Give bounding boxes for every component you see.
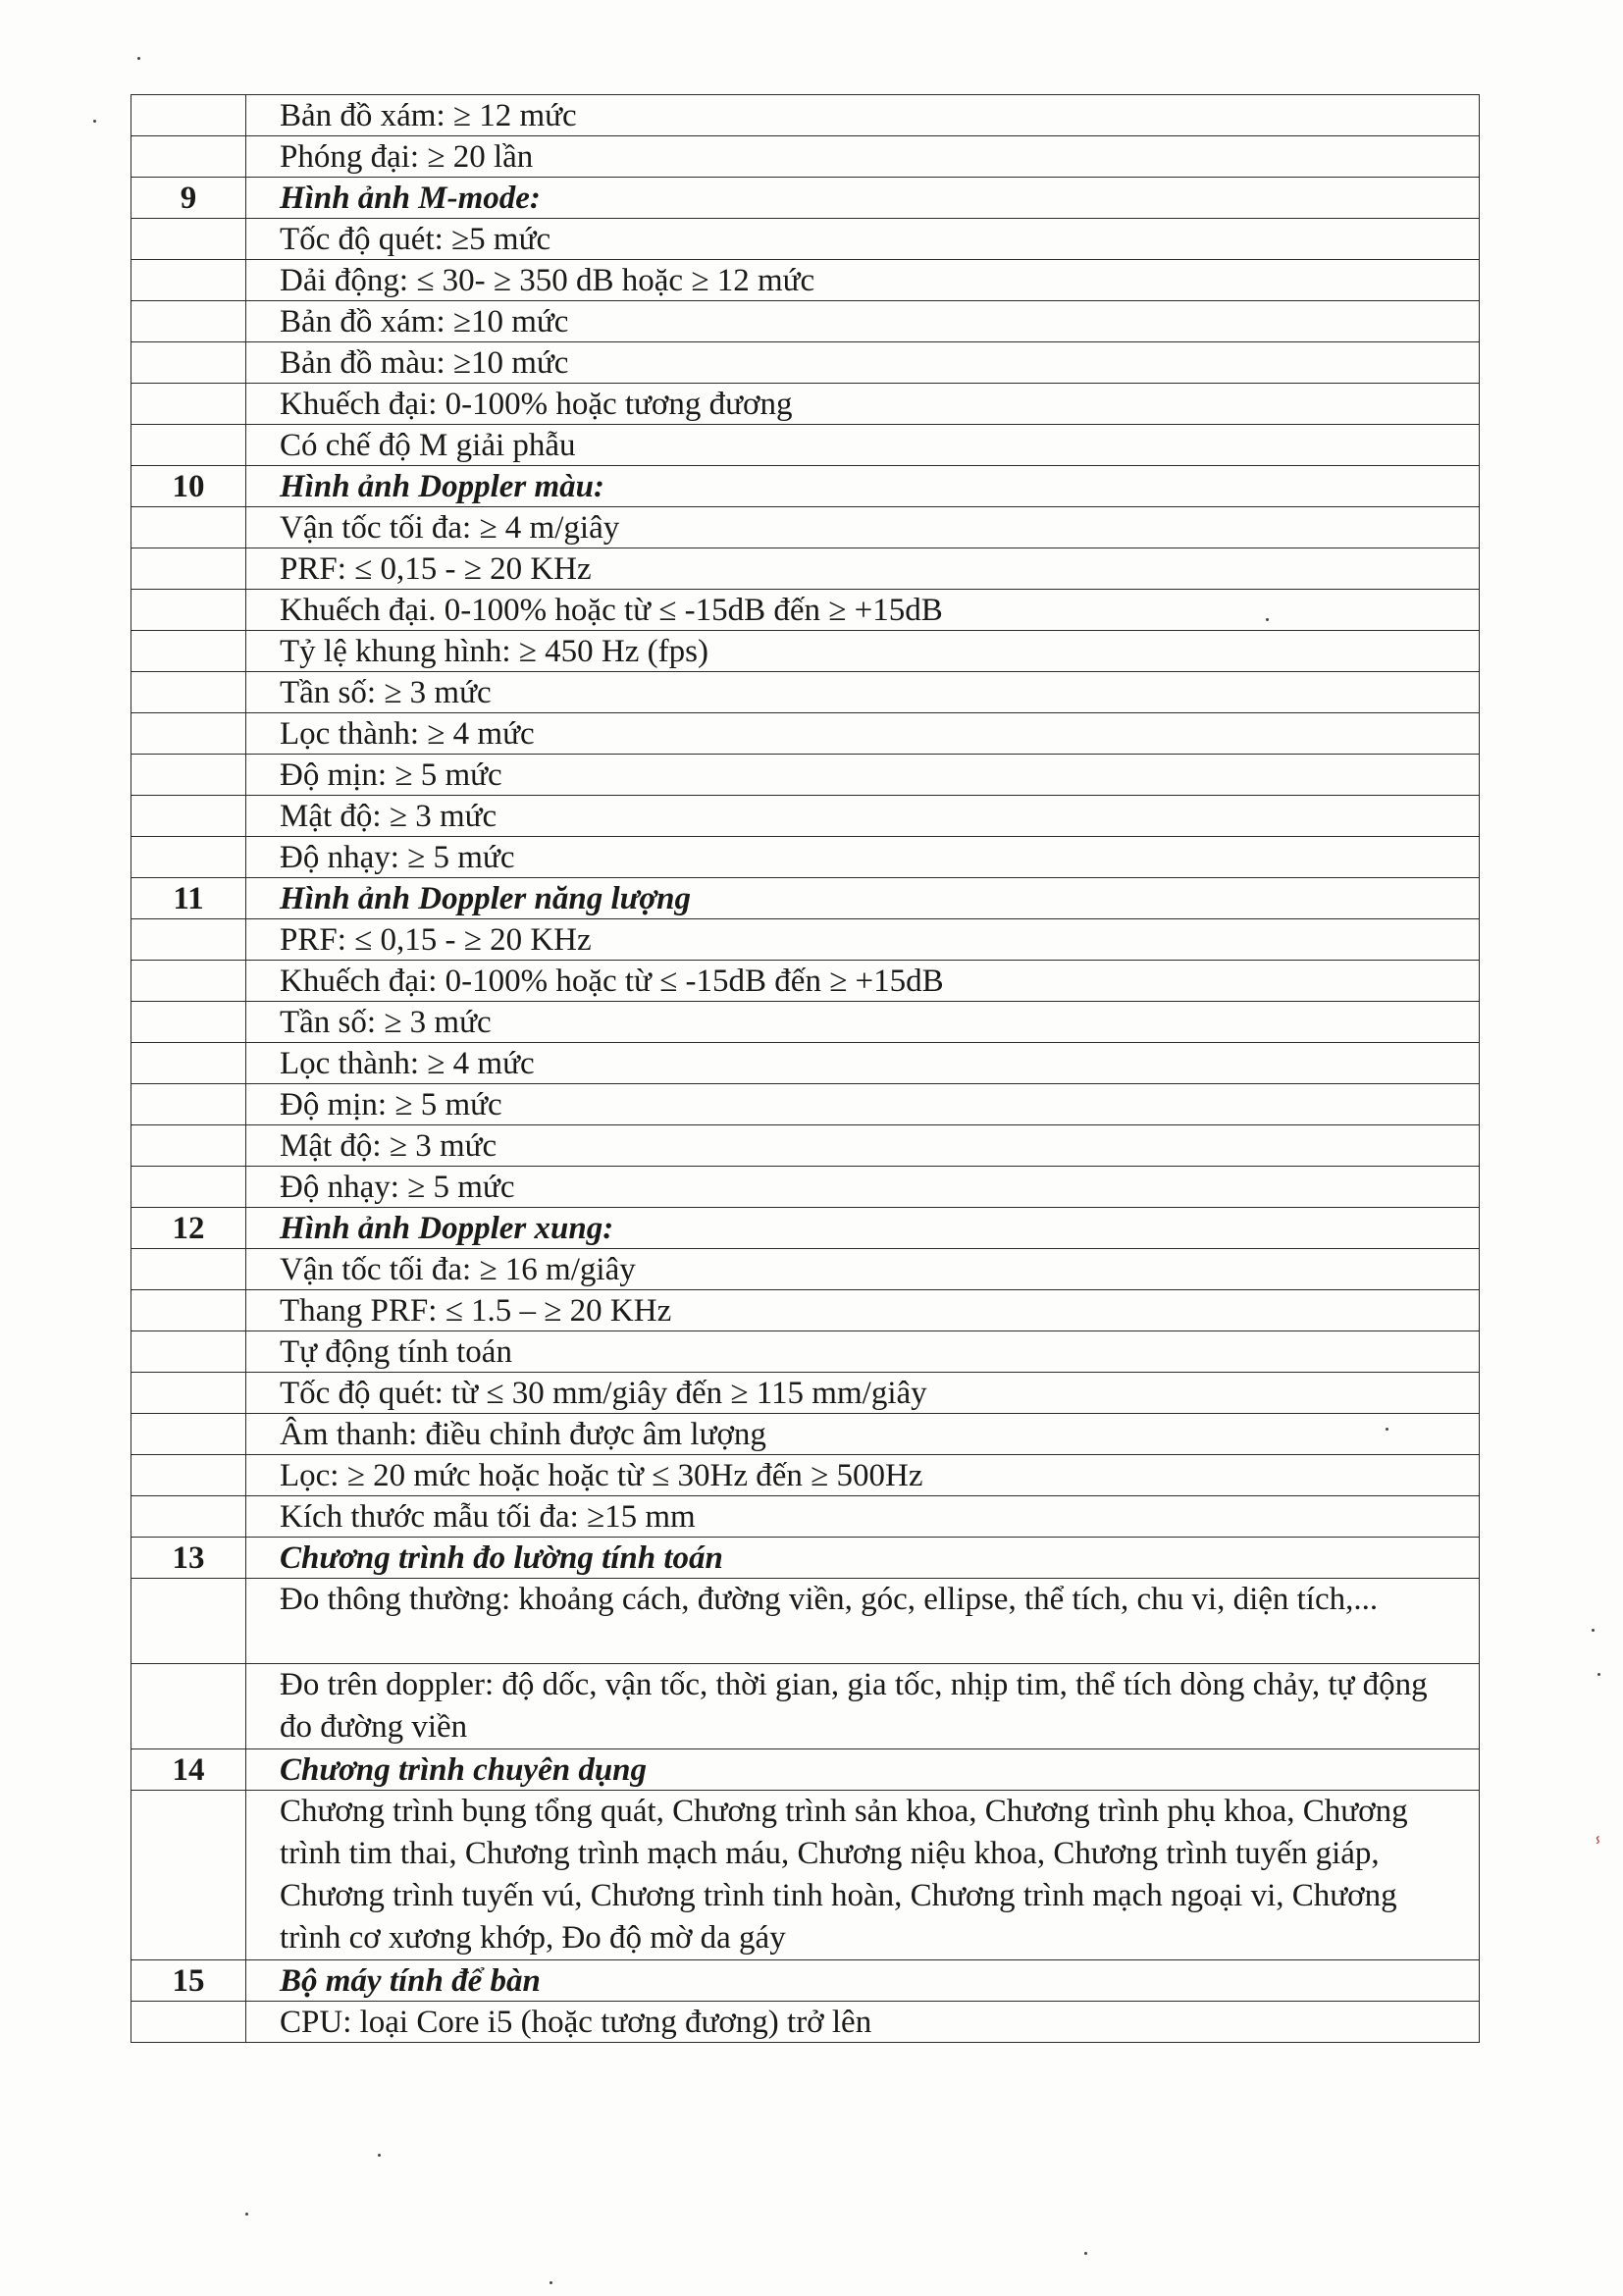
spec-text-cell: Mật độ: ≥ 3 mức — [246, 796, 1480, 837]
spec-text-cell: Kích thước mẫu tối đa: ≥15 mm — [246, 1496, 1480, 1538]
row-number-cell — [131, 1043, 246, 1084]
spec-text-cell: Tần số: ≥ 3 mức — [246, 672, 1480, 713]
spec-text-cell: Khuếch đại: 0-100% hoặc từ ≤ -15dB đến ≥ +15dB — [246, 961, 1480, 1002]
table-row — [131, 1290, 1480, 1331]
spec-text-cell: PRF: ≤ 0,15 - ≥ 20 KHz — [246, 919, 1480, 961]
table-row — [131, 919, 1480, 961]
scan-speck — [137, 57, 140, 60]
scan-speck — [245, 2213, 248, 2216]
spec-text-cell: Chương trình bụng tổng quát, Chương trình sản khoa, Chương trình phụ khoa, Chương trình tim thai, Chương trình mạch máu, Chương niệu khoa, Chương trình tuyến giáp, Chương trình tuyến vú, Chương trình tinh hoàn, Chương trình mạch ngoại vi, Chương trình cơ xương khớp, Đo độ mờ da gáy — [246, 1791, 1480, 1960]
spec-text-cell: Độ nhạy: ≥ 5 mức — [246, 837, 1480, 878]
table-row — [131, 1125, 1480, 1167]
row-number-cell — [131, 1125, 246, 1167]
row-number-cell — [131, 136, 246, 178]
spec-text-cell: Tốc độ quét: từ ≤ 30 mm/giây đến ≥ 115 mm/giây — [246, 1373, 1480, 1414]
table-row — [131, 507, 1480, 548]
table-row — [131, 1455, 1480, 1496]
row-number-cell — [131, 1664, 246, 1749]
spec-text-cell: Phóng đại: ≥ 20 lần — [246, 136, 1480, 178]
row-number-cell — [131, 1084, 246, 1125]
row-number-cell: 11 — [131, 878, 246, 919]
row-number-cell — [131, 1002, 246, 1043]
section-title-cell: Chương trình đo lường tính toán — [246, 1538, 1480, 1579]
table-row — [131, 590, 1480, 631]
section-row — [131, 178, 1480, 219]
row-number-cell — [131, 631, 246, 672]
table-row — [131, 1331, 1480, 1373]
scan-speck — [378, 2154, 381, 2157]
table-row — [131, 1002, 1480, 1043]
row-number-cell — [131, 713, 246, 755]
table-row — [131, 1249, 1480, 1290]
row-number-cell — [131, 1414, 246, 1455]
section-title-cell: Hình ảnh Doppler xung: — [246, 1208, 1480, 1249]
scan-speck — [1084, 2252, 1087, 2255]
table-row — [131, 219, 1480, 260]
row-number-cell — [131, 1496, 246, 1538]
table-row — [131, 1791, 1480, 1960]
spec-text-cell: PRF: ≤ 0,15 - ≥ 20 KHz — [246, 548, 1480, 590]
section-title-cell: Hình ảnh M-mode: — [246, 178, 1480, 219]
spec-text-cell: Tần số: ≥ 3 mức — [246, 1002, 1480, 1043]
row-number-cell — [131, 961, 246, 1002]
row-number-cell: 12 — [131, 1208, 246, 1249]
section-title-cell: Hình ảnh Doppler màu: — [246, 466, 1480, 507]
table-row — [131, 631, 1480, 672]
section-row — [131, 466, 1480, 507]
row-number-cell: 9 — [131, 178, 246, 219]
section-title-cell: Bộ máy tính để bàn — [246, 1960, 1480, 2002]
specification-table-body — [131, 95, 1480, 2043]
row-number-cell: 10 — [131, 466, 246, 507]
table-row — [131, 95, 1480, 136]
spec-text-cell: Độ mịn: ≥ 5 mức — [246, 755, 1480, 796]
table-row — [131, 837, 1480, 878]
row-number-cell — [131, 548, 246, 590]
table-row — [131, 260, 1480, 301]
spec-text-cell: Bản đồ xám: ≥ 12 mức — [246, 95, 1480, 136]
table-row — [131, 1664, 1480, 1749]
spec-text-cell: Mật độ: ≥ 3 mức — [246, 1125, 1480, 1167]
table-row — [131, 1414, 1480, 1455]
scan-speck — [1592, 1629, 1595, 1632]
spec-text-cell: Tỷ lệ khung hình: ≥ 450 Hz (fps) — [246, 631, 1480, 672]
table-row — [131, 672, 1480, 713]
scan-speck — [1597, 1673, 1600, 1676]
spec-text-cell: Đo thông thường: khoảng cách, đường viền, góc, ellipse, thể tích, chu vi, diện tích,... — [246, 1579, 1480, 1664]
table-row — [131, 1496, 1480, 1538]
row-number-cell — [131, 919, 246, 961]
row-number-cell — [131, 1579, 246, 1664]
table-row — [131, 713, 1480, 755]
row-number-cell — [131, 2002, 246, 2043]
section-row — [131, 1538, 1480, 1579]
table-row — [131, 301, 1480, 342]
table-row — [131, 136, 1480, 178]
spec-text-cell: Lọc thành: ≥ 4 mức — [246, 713, 1480, 755]
spec-text-cell: Lọc thành: ≥ 4 mức — [246, 1043, 1480, 1084]
spec-text-cell: Khuếch đại. 0-100% hoặc từ ≤ -15dB đến ≥ +15dB — [246, 590, 1480, 631]
row-number-cell — [131, 342, 246, 384]
section-row — [131, 1960, 1480, 2002]
table-row — [131, 384, 1480, 425]
row-number-cell — [131, 590, 246, 631]
spec-text-cell: Tự động tính toán — [246, 1331, 1480, 1373]
row-number-cell — [131, 796, 246, 837]
row-number-cell — [131, 1249, 246, 1290]
row-number-cell — [131, 1167, 246, 1208]
row-number-cell — [131, 837, 246, 878]
spec-text-cell: Có chế độ M giải phẫu — [246, 425, 1480, 466]
section-row — [131, 878, 1480, 919]
row-number-cell: 14 — [131, 1749, 246, 1791]
table-row — [131, 548, 1480, 590]
row-number-cell — [131, 384, 246, 425]
table-row — [131, 796, 1480, 837]
row-number-cell — [131, 1331, 246, 1373]
spec-text-cell: Đo trên doppler: độ dốc, vận tốc, thời gian, gia tốc, nhịp tim, thể tích dòng chảy, tự động đo đường viền — [246, 1664, 1480, 1749]
row-number-cell: 15 — [131, 1960, 246, 2002]
table-row — [131, 425, 1480, 466]
row-number-cell — [131, 425, 246, 466]
spec-text-cell: Thang PRF: ≤ 1.5 – ≥ 20 KHz — [246, 1290, 1480, 1331]
spec-text-cell: Vận tốc tối đa: ≥ 4 m/giây — [246, 507, 1480, 548]
spec-text-cell: Bản đồ màu: ≥10 mức — [246, 342, 1480, 384]
spec-text-cell: Lọc: ≥ 20 mức hoặc hoặc từ ≤ 30Hz đến ≥ 500Hz — [246, 1455, 1480, 1496]
section-title-cell: Hình ảnh Doppler năng lượng — [246, 878, 1480, 919]
table-row — [131, 961, 1480, 1002]
table-row — [131, 1167, 1480, 1208]
table-row — [131, 1579, 1480, 1664]
row-number-cell — [131, 219, 246, 260]
spec-text-cell: Dải động: ≤ 30- ≥ 350 dB hoặc ≥ 12 mức — [246, 260, 1480, 301]
spec-text-cell: Độ mịn: ≥ 5 mức — [246, 1084, 1480, 1125]
table-row — [131, 342, 1480, 384]
scan-speck — [550, 2281, 552, 2284]
scan-speck — [1386, 1428, 1388, 1431]
row-number-cell — [131, 260, 246, 301]
table-row — [131, 1084, 1480, 1125]
section-row — [131, 1749, 1480, 1791]
row-number-cell — [131, 1290, 246, 1331]
row-number-cell — [131, 1791, 246, 1960]
row-number-cell — [131, 95, 246, 136]
spec-text-cell: Tốc độ quét: ≥5 mức — [246, 219, 1480, 260]
section-title-cell: Chương trình chuyên dụng — [246, 1749, 1480, 1791]
spec-text-cell: Độ nhạy: ≥ 5 mức — [246, 1167, 1480, 1208]
specification-table — [131, 94, 1480, 2043]
spec-text-cell: CPU: loại Core i5 (hoặc tương đương) trở lên — [246, 2002, 1480, 2043]
scan-speck — [1266, 618, 1269, 621]
table-row — [131, 1043, 1480, 1084]
row-number-cell — [131, 301, 246, 342]
spec-text-cell: Khuếch đại: 0-100% hoặc tương đương — [246, 384, 1480, 425]
row-number-cell — [131, 507, 246, 548]
table-row — [131, 2002, 1480, 2043]
table-row — [131, 1373, 1480, 1414]
row-number-cell — [131, 1373, 246, 1414]
row-number-cell — [131, 755, 246, 796]
red-pen-mark: ⸯ — [1592, 1839, 1604, 1863]
row-number-cell — [131, 1455, 246, 1496]
section-row — [131, 1208, 1480, 1249]
spec-text-cell: Âm thanh: điều chỉnh được âm lượng — [246, 1414, 1480, 1455]
scan-speck — [93, 120, 96, 123]
spec-text-cell: Vận tốc tối đa: ≥ 16 m/giây — [246, 1249, 1480, 1290]
table-row — [131, 755, 1480, 796]
spec-text-cell: Bản đồ xám: ≥10 mức — [246, 301, 1480, 342]
row-number-cell — [131, 672, 246, 713]
row-number-cell: 13 — [131, 1538, 246, 1579]
